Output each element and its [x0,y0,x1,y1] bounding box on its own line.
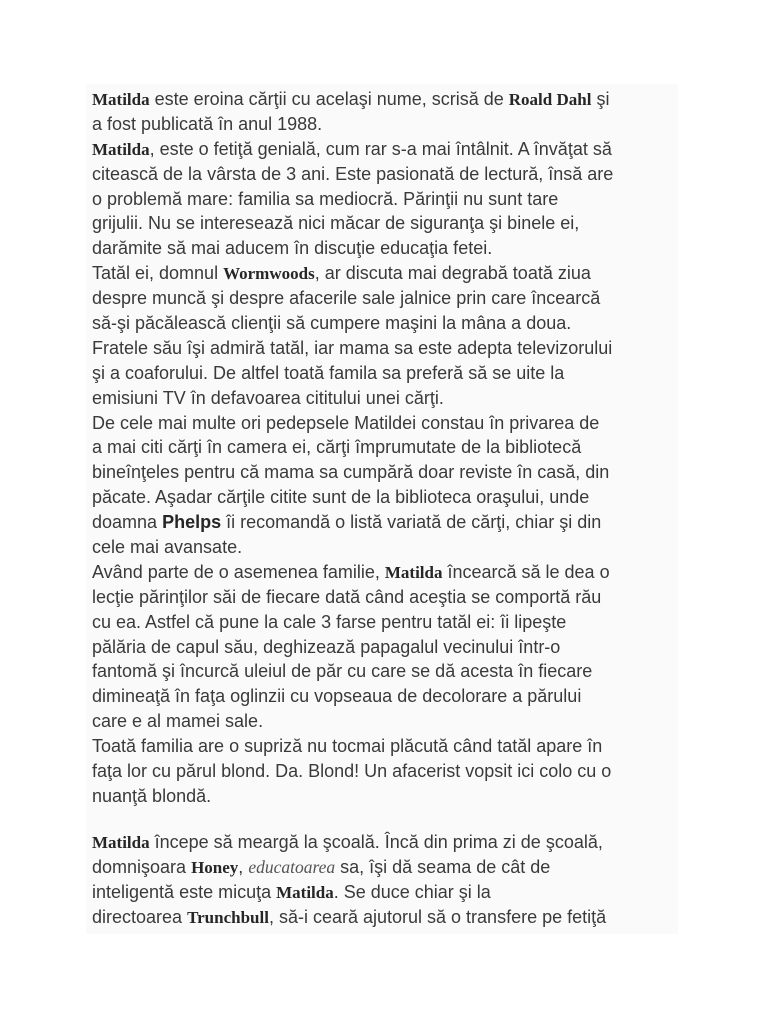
text-run: să-şi păcălească clienţii să cumpere maşini la mâna a doua. [92,313,572,334]
text-paragraph [92,87,613,809]
text-line [92,485,613,510]
text-run: , [238,856,249,877]
bold-name: Matilda [92,832,150,852]
text-line [92,880,613,905]
text-run: despre muncă şi despre afacerile sale jalnice prin care încearcă [92,288,601,309]
text-line [92,261,613,286]
text-run: pălăria de capul său, deghizează papagalul vecinului într-o [92,636,561,657]
text-run: Având parte de o asemenea familie, [92,561,385,582]
text-line [92,635,613,660]
text-run: , ar discuta mai degrabă toată ziua [314,263,591,284]
text-line [92,236,613,261]
text-line [92,87,613,112]
text-line [92,560,613,585]
text-paragraph [92,830,613,930]
text-run: inteligentă este micuţa [92,881,277,902]
text-line [92,759,613,784]
text-run: îi recomandă o listă variată de cărţi, chiar şi din [221,512,602,533]
text-line [92,211,613,236]
bold-name: Trunchbull [187,907,269,927]
text-run: a mai citi cărţi în camera ei, cărţi împrumutate de la bibliotecă [92,437,582,458]
text-line [92,510,613,535]
text-run: încearcă să le dea o [442,561,610,582]
text-run: începe să meargă la şcoală. Încă din prima zi de şcoală, [149,831,603,852]
text-line [92,187,613,212]
text-line [92,162,613,187]
text-run: citească de la vârsta de 3 ani. Este pasionată de lectură, însă are [92,163,614,184]
text-run: grijulii. Nu se interesează nici măcar de siguranţa şi binele ei, [92,213,580,234]
text-run: este eroina cărţii cu acelaşi nume, scrisă de [149,89,509,109]
text-run: . Se duce chiar şi la [333,881,491,902]
text-run: păcate. Aşadar cărţile citite sunt de la biblioteca oraşului, unde [92,487,590,508]
text-line [92,286,613,311]
text-line [92,905,613,930]
text-run: , este o fetiţă genială, cum rar s-a mai întâlnit. A învăţat să [149,138,612,159]
bold-name: Roald Dahl [508,90,592,109]
text-run: directoarea [92,906,188,927]
italic-term: educatoarea [248,856,336,877]
text-line [92,311,613,336]
text-run: cele mai avansate. [92,537,243,558]
text-line [92,855,613,880]
text-run: sa, îşi dă seama de cât de [335,856,551,877]
text-line [92,709,613,734]
text-line [92,411,613,436]
bold-name: Matilda [276,882,334,902]
text-run: fantomă şi încurcă uleiul de păr cu care se dă acesta în fiecare [92,661,593,682]
text-line [92,734,613,759]
text-line [92,784,613,809]
bold-name: Matilda [384,562,443,582]
text-run: Toată familia are o supriză nu tocmai plăcută când tatăl apare în [92,736,603,757]
text-run: Tatăl ei, domnul [92,263,224,284]
text-line [92,684,613,709]
text-line [92,610,613,635]
bold-name: Matilda [92,139,150,159]
text-run: Fratele său îşi admiră tatăl, iar mama sa este adepta televizorului [92,337,613,358]
text-run: şi [591,89,610,109]
text-line [92,336,613,361]
text-run: domnişoara [92,856,192,877]
text-run: faţa lor cu părul blond. Da. Blond! Un afacerist vopsit ici colo cu o [92,761,612,782]
text-line [92,386,613,411]
text-run: De cele mai multe ori pedepsele Matildei constau în privarea de [92,412,600,433]
text-run: doamna [92,512,163,533]
text-line [92,112,613,137]
text-line [92,659,613,684]
bold-name: Phelps [162,512,222,533]
text-run: a fost publicată în anul 1988. [92,113,323,134]
text-run: lecţie părinţilor săi de fiecare dată când aceştia se comportă rău [92,586,602,607]
text-run: bineînţeles pentru că mama sa cumpără doar reviste în casă, din [92,462,610,483]
text-run: emisiuni TV în defavoarea cititului unei cărţi. [92,387,444,408]
text-run: care e al mamei sale. [92,711,264,732]
text-line [92,585,613,610]
text-run: o problemă mare: familia sa mediocră. Părinţii nu sunt tare [92,188,559,209]
text-line [92,137,613,162]
text-line [92,435,613,460]
text-run: nuanţă blondă. [92,785,212,806]
text-run: şi a coaforului. De altfel toată famila sa preferă să se uite la [92,362,565,383]
text-line [92,830,613,855]
text-line [92,460,613,485]
text-run: , să-i ceară ajutorul să o transfere pe fetiţă [268,906,607,927]
text-line [92,361,613,386]
text-run: darămite să mai aducem în discuţie educaţia fetei. [92,238,493,259]
bold-name: Honey [191,857,239,877]
text-line [92,535,613,560]
bold-name: Wormwoods [223,264,315,284]
text-run: dimineaţă în faţa oglinzii cu vopseaua de decolorare a părului [92,686,582,707]
document-text [92,87,613,929]
text-run: cu ea. Astfel că pune la cale 3 farse pentru tatăl ei: îi lipeşte [92,611,567,632]
bold-name: Matilda [92,90,150,109]
